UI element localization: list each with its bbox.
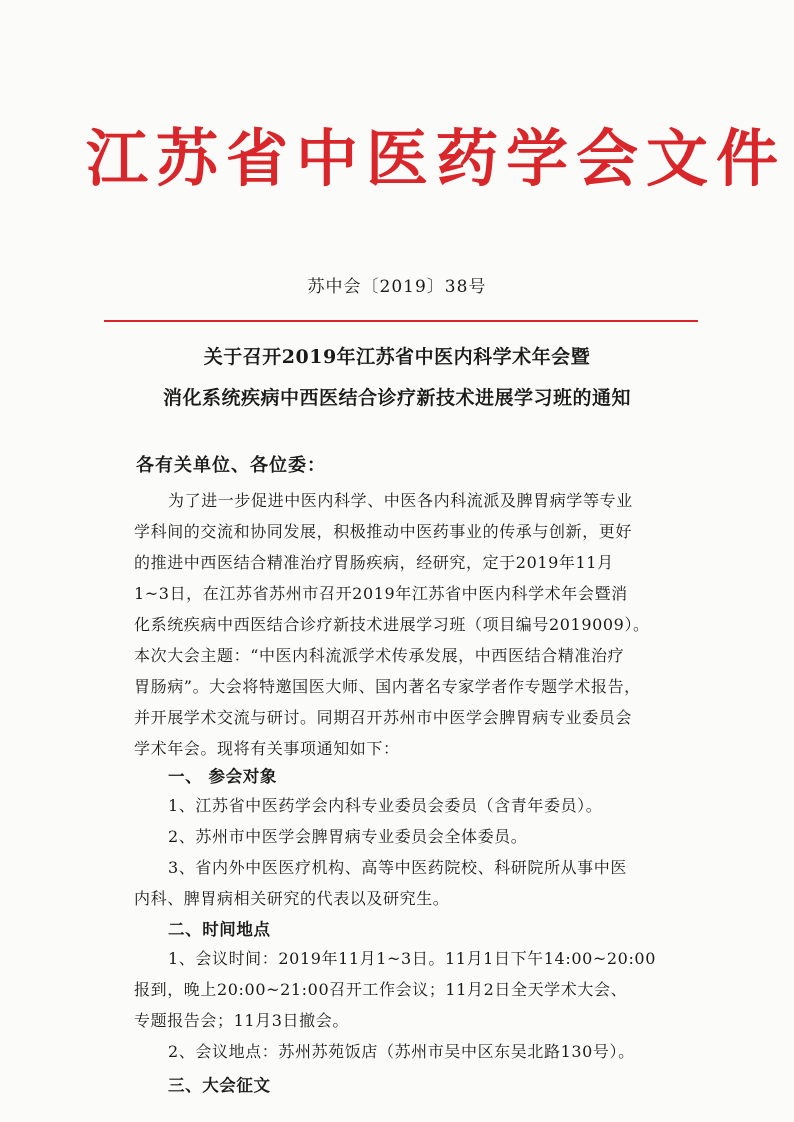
section-heading-time-place: 二、时间地点	[168, 920, 271, 939]
notice-title-line-2: 消化系统疾病中西医结合诊疗新技术进展学习班的通知	[162, 387, 631, 409]
intro-line: 胃肠病”。大会将特邀国医大师、国内著名专家学者作专题学术报告，	[134, 677, 641, 696]
section-heading-call-for-papers: 三、大会征文	[168, 1076, 271, 1095]
intro-line: 并开展学术交流与研讨。同期召开苏州市中医学会脾胃病专业委员会	[134, 708, 633, 727]
salutation: 各有关单位、各位委：	[136, 455, 326, 476]
time-place-item: 1、会议时间：2019年11月1~3日。11月1日下午14:00~20:00	[168, 949, 656, 968]
attendee-item: 1、江苏省中医药学会内科专业委员会委员（含青年委员）。	[168, 796, 603, 815]
intro-line: 为了进一步促进中医内科学、中医各内科流派及脾胃病学等专业	[168, 491, 633, 510]
notice-title-line-1: 关于召开2019年江苏省中医内科学术年会暨	[203, 346, 591, 368]
intro-line: 化系统疾病中西医结合诊疗新技术进展学习班（项目编号2019009）。	[134, 615, 650, 634]
intro-line: 1~3日，在江苏省苏州市召开2019年江苏省中医内科学术年会暨消	[134, 584, 628, 603]
attendee-item: 2、苏州市中医学会脾胃病专业委员会全体委员。	[168, 827, 528, 846]
org-header-title: 江苏省中医药学会文件	[86, 122, 787, 195]
intro-line: 学术年会。现将有关事项通知如下：	[134, 739, 400, 758]
intro-line: 本次大会主题：“中医内科流派学术传承发展，中西医结合精准治疗	[134, 646, 625, 665]
time-place-item: 报到，晚上20:00~21:00召开工作会议；11月2日全天学术大会、	[134, 980, 628, 999]
time-place-item: 2、会议地点：苏州苏苑饭店（苏州市吴中区东吴北路130号）。	[168, 1042, 635, 1061]
document-number: 苏中会〔2019〕38号	[307, 277, 487, 297]
attendee-item: 3、省内外中医医疗机构、高等中医药院校、科研院所从事中医	[168, 858, 627, 877]
intro-line: 的推进中西医结合精准治疗胃肠疾病，经研究，定于2019年11月	[134, 553, 614, 572]
intro-line: 学科间的交流和协同发展，积极推动中医药事业的传承与创新，更好	[134, 522, 633, 541]
red-divider-line	[104, 320, 698, 322]
attendee-item: 内科、脾胃病相关研究的代表以及研究生。	[134, 889, 450, 908]
time-place-item: 专题报告会；11月3日撤会。	[134, 1011, 349, 1030]
section-heading-attendees: 一、 参会对象	[168, 767, 277, 786]
